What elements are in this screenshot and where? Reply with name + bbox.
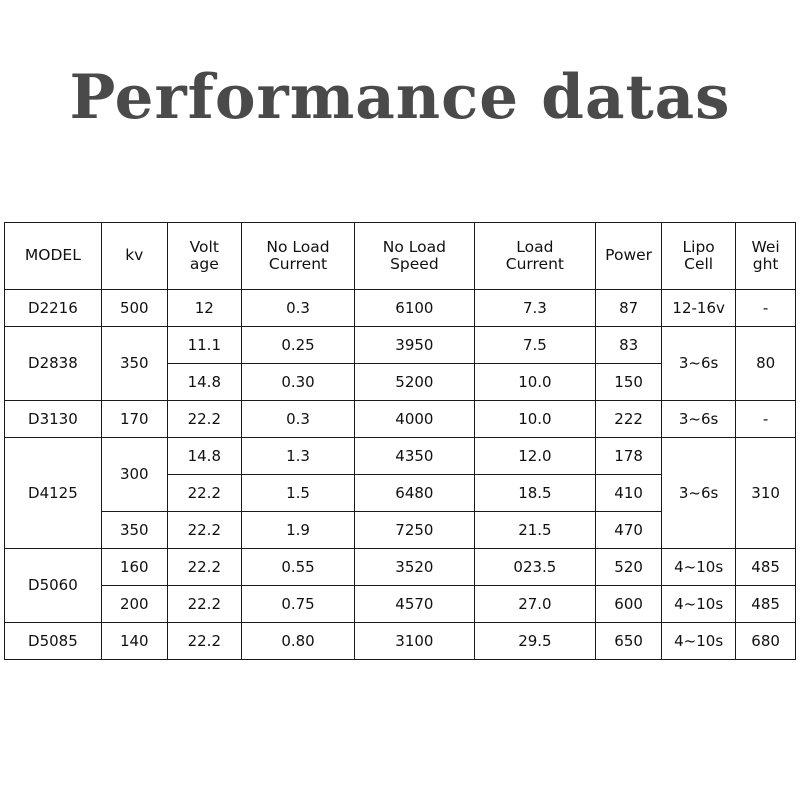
cell-no-load-speed: 3520 (355, 549, 474, 586)
cell-weight: - (736, 290, 796, 327)
cell-power: 222 (596, 401, 662, 438)
cell-lipo-cell: 4~10s (662, 549, 736, 586)
cell-no-load-speed: 4350 (355, 438, 474, 475)
cell-no-load-current: 0.80 (241, 623, 354, 660)
cell-lipo-cell: 4~10s (662, 623, 736, 660)
table-header (5, 223, 796, 290)
cell-lipo-cell: 3~6s (662, 327, 736, 401)
column-header-load-current (474, 223, 596, 290)
cell-model: D3130 (5, 401, 102, 438)
cell-no-load-current: 0.55 (241, 549, 354, 586)
cell-load-current: 27.0 (474, 586, 596, 623)
cell-load-current: 29.5 (474, 623, 596, 660)
table-row (5, 549, 796, 586)
cell-no-load-current: 0.3 (241, 401, 354, 438)
cell-power: 600 (596, 586, 662, 623)
cell-voltage: 11.1 (167, 327, 241, 364)
column-header-power (596, 223, 662, 290)
table-row (5, 623, 796, 660)
column-header-power-line1: Power (605, 246, 653, 265)
cell-kv: 140 (101, 623, 167, 660)
cell-no-load-current: 1.5 (241, 475, 354, 512)
performance-table (4, 222, 796, 660)
column-header-weight-line1: Wei (751, 237, 780, 256)
cell-load-current: 18.5 (474, 475, 596, 512)
cell-no-load-speed: 6480 (355, 475, 474, 512)
column-header-no-load-speed (355, 223, 474, 290)
cell-lipo-cell: 3~6s (662, 401, 736, 438)
cell-weight: 485 (736, 586, 796, 623)
cell-power: 83 (596, 327, 662, 364)
cell-voltage: 22.2 (167, 586, 241, 623)
cell-load-current: 21.5 (474, 512, 596, 549)
column-header-no-load-speed-line2: Speed (390, 255, 439, 273)
column-header-no-load-speed-line1: No Load (382, 237, 446, 256)
cell-kv: 350 (101, 512, 167, 549)
column-header-voltage (167, 223, 241, 290)
cell-no-load-current: 0.25 (241, 327, 354, 364)
column-header-kv-line1: kv (125, 246, 144, 265)
cell-no-load-speed: 5200 (355, 364, 474, 401)
table-row (5, 290, 796, 327)
column-header-no-load-current-line2: Current (268, 255, 328, 273)
cell-weight: 485 (736, 549, 796, 586)
cell-voltage: 12 (167, 290, 241, 327)
column-header-model (5, 223, 102, 290)
cell-power: 150 (596, 364, 662, 401)
cell-load-current: 7.5 (474, 327, 596, 364)
cell-model: D5060 (5, 549, 102, 623)
column-header-model-line1: MODEL (24, 246, 81, 265)
cell-kv: 160 (101, 549, 167, 586)
cell-kv: 500 (101, 290, 167, 327)
cell-voltage: 22.2 (167, 549, 241, 586)
column-header-lipo-cell (662, 223, 736, 290)
cell-voltage: 22.2 (167, 512, 241, 549)
cell-voltage: 14.8 (167, 438, 241, 475)
cell-voltage: 22.2 (167, 401, 241, 438)
cell-lipo-cell: 12-16v (662, 290, 736, 327)
cell-model: D2216 (5, 290, 102, 327)
cell-no-load-speed: 6100 (355, 290, 474, 327)
column-header-no-load-current (241, 223, 354, 290)
cell-power: 520 (596, 549, 662, 586)
performance-table-wrapper (4, 222, 796, 660)
cell-no-load-current: 0.3 (241, 290, 354, 327)
table-row (5, 586, 796, 623)
column-header-load-current-line1: Load (516, 237, 554, 256)
table-row (5, 327, 796, 364)
column-header-lipo-cell-line2: Cell (684, 255, 714, 273)
cell-no-load-speed: 4570 (355, 586, 474, 623)
cell-weight: - (736, 401, 796, 438)
cell-model: D2838 (5, 327, 102, 401)
cell-load-current: 10.0 (474, 364, 596, 401)
cell-kv: 350 (101, 327, 167, 401)
cell-no-load-current: 1.3 (241, 438, 354, 475)
column-header-load-current-line2: Current (505, 255, 564, 273)
cell-power: 178 (596, 438, 662, 475)
cell-kv: 170 (101, 401, 167, 438)
cell-power: 470 (596, 512, 662, 549)
column-header-no-load-current-line1: No Load (266, 237, 330, 256)
column-header-voltage-line1: Volt (189, 237, 219, 256)
column-header-voltage-line2: age (189, 255, 219, 273)
table-row (5, 438, 796, 475)
cell-no-load-speed: 7250 (355, 512, 474, 549)
cell-no-load-current: 1.9 (241, 512, 354, 549)
cell-lipo-cell: 3~6s (662, 438, 736, 549)
cell-power: 650 (596, 623, 662, 660)
cell-weight: 310 (736, 438, 796, 549)
column-header-kv (101, 223, 167, 290)
cell-load-current: 023.5 (474, 549, 596, 586)
cell-voltage: 22.2 (167, 623, 241, 660)
cell-no-load-current: 0.30 (241, 364, 354, 401)
column-header-weight-line2: ght (752, 255, 779, 273)
cell-kv: 200 (101, 586, 167, 623)
page-title: Performance datas (69, 62, 731, 133)
cell-no-load-current: 0.75 (241, 586, 354, 623)
cell-weight: 680 (736, 623, 796, 660)
cell-lipo-cell: 4~10s (662, 586, 736, 623)
cell-voltage: 14.8 (167, 364, 241, 401)
table-row (5, 401, 796, 438)
cell-power: 87 (596, 290, 662, 327)
table-body (5, 290, 796, 660)
cell-no-load-speed: 4000 (355, 401, 474, 438)
column-header-lipo-cell-line1: Lipo (682, 237, 715, 256)
table-header-row (5, 223, 796, 290)
cell-model: D5085 (5, 623, 102, 660)
cell-load-current: 12.0 (474, 438, 596, 475)
cell-kv: 300 (101, 438, 167, 512)
cell-load-current: 7.3 (474, 290, 596, 327)
column-header-weight (736, 223, 796, 290)
cell-weight: 80 (736, 327, 796, 401)
cell-model: D4125 (5, 438, 102, 549)
cell-load-current: 10.0 (474, 401, 596, 438)
cell-voltage: 22.2 (167, 475, 241, 512)
cell-no-load-speed: 3950 (355, 327, 474, 364)
cell-power: 410 (596, 475, 662, 512)
cell-no-load-speed: 3100 (355, 623, 474, 660)
